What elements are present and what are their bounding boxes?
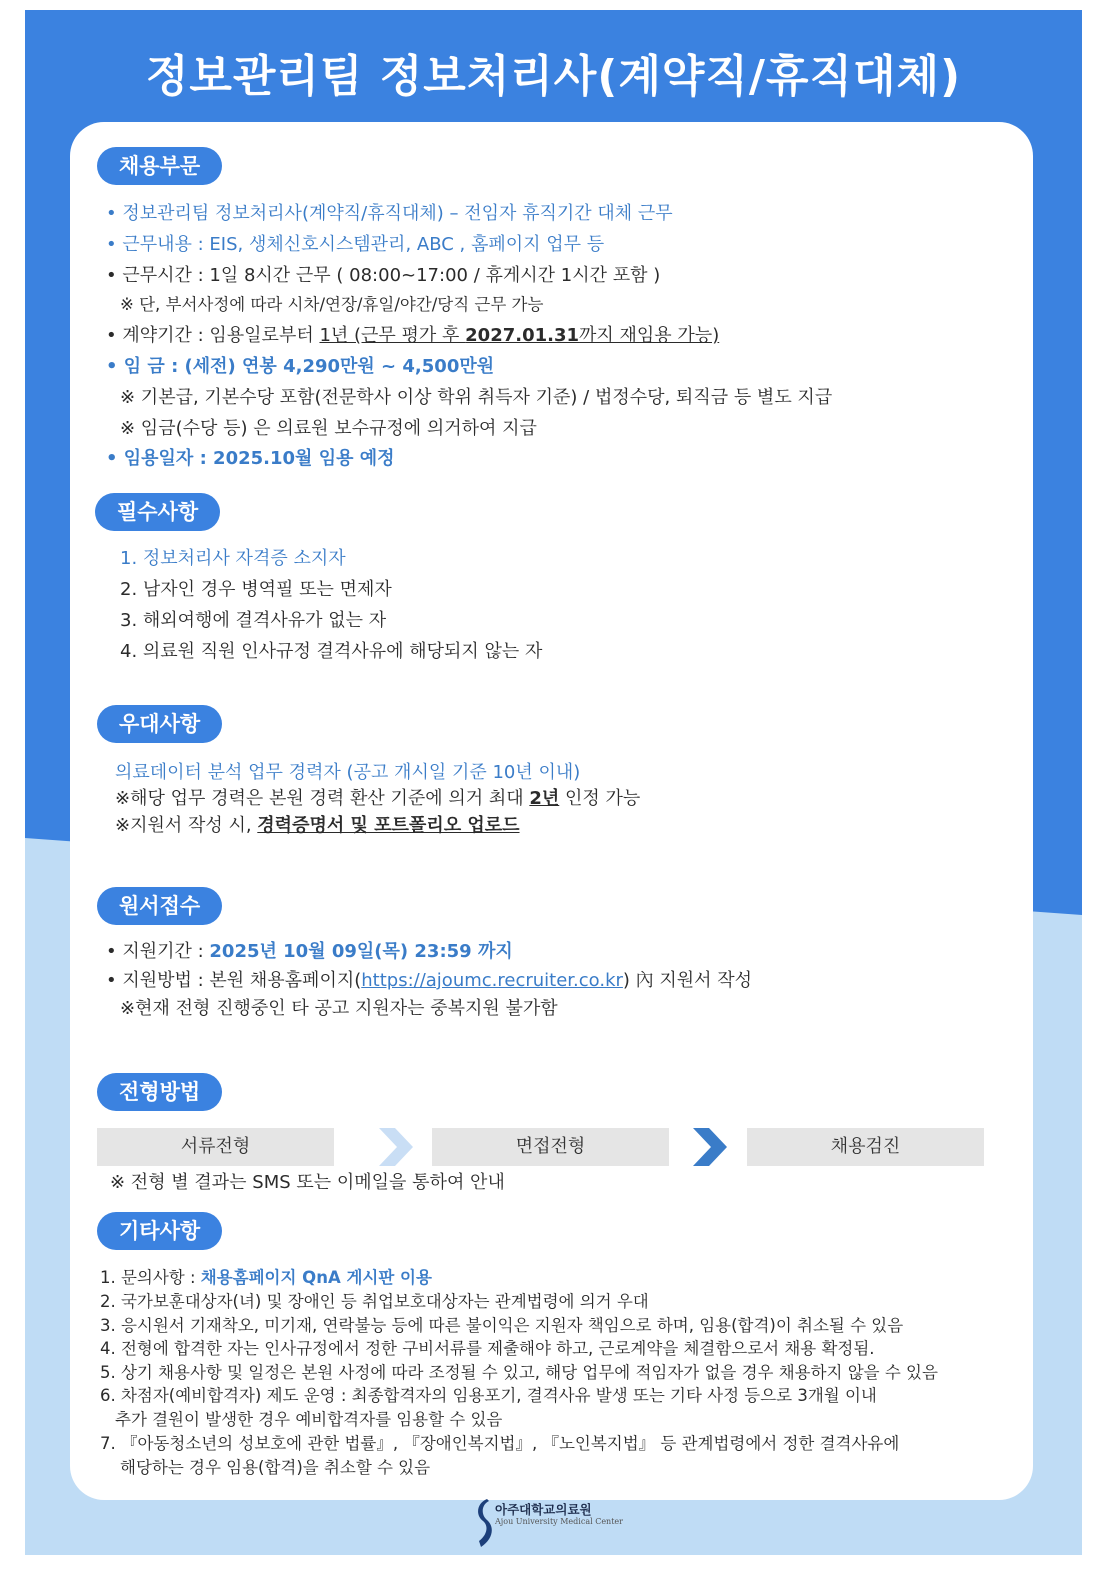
- recruit-salary: • 임 금 : (세전) 연봉 4,290만원 ~ 4,500만원: [106, 356, 495, 377]
- contract-term-c: 까지 재임용 가능): [579, 325, 720, 346]
- chevron-right-icon: [691, 1126, 729, 1168]
- apply-method-label: • 지원방법 : 본원 채용홈페이지(: [106, 970, 362, 991]
- etc-item-5: 5. 상기 채용사항 및 일정은 본원 사정에 따라 조정될 수 있고, 해당 업무에 적임자가 없을 경우 채용하지 않을 수 있음: [100, 1363, 938, 1382]
- preferred-note-2: [115, 811, 520, 837]
- recruit-salary-note2: ※ 임금(수당 등) 은 의료원 보수규정에 의거하여 지급: [120, 418, 537, 439]
- process-step-3: 채용검진: [747, 1128, 984, 1166]
- recruit-hours: • 근무시간 : 1일 8시간 근무 ( 08:00~17:00 / 휴게시간 1시간 포함 ): [106, 265, 661, 286]
- content-card: [70, 122, 1033, 1500]
- preferred-note-1: [115, 784, 640, 810]
- apply-method: [106, 966, 752, 992]
- recruit-contract: [106, 321, 719, 347]
- etc-item-4: 4. 전형에 합격한 자는 인사규정에서 정한 구비서류를 제출해야 하고, 근로계약을 체결함으로서 채용 확정됨.: [100, 1339, 875, 1358]
- contract-prefix: • 계약기간 : 임용일로부터: [106, 325, 320, 346]
- recruit-position: • 정보관리팀 정보처리사(계약직/휴직대체) – 전임자 휴직기간 대체 근무: [106, 203, 673, 224]
- recruit-salary-note1: ※ 기본급, 기본수당 포함(전문학사 이상 학위 취득자 기준) / 법정수당, 퇴직금 등 별도 지급: [120, 387, 833, 408]
- apply-deadline: 2025년 10월 09일(목) 23:59 까지: [209, 941, 513, 962]
- etc-item-7: 7. 『아동청소년의 성보호에 관한 법률』, 『장애인복지법』, 『노인복지법』 등 관계법령에서 정한 결격사유에: [100, 1434, 900, 1453]
- contract-term-a: 1년 (근무 평가 후: [319, 325, 466, 346]
- section-label-process: 전형방법: [97, 1073, 222, 1111]
- preferred-experience: 의료데이터 분석 업무 경력자 (공고 개시일 기준 10년 이내): [115, 762, 581, 783]
- process-step-1: 서류전형: [97, 1128, 334, 1166]
- apply-method-suffix: ) 內 지원서 작성: [622, 970, 753, 991]
- recruit-start-date: • 임용일자 : 2025.10월 임용 예정: [106, 448, 395, 469]
- logo-name-en: Ajou University Medical Center: [495, 1517, 623, 1526]
- apply-period-label: • 지원기간 :: [106, 941, 210, 962]
- section-label-recruit: 채용부문: [97, 147, 222, 185]
- logo-name-ko: 아주대학교의료원: [495, 1502, 592, 1517]
- section-label-required: 필수사항: [95, 493, 220, 531]
- required-item-2: 2. 남자인 경우 병역필 또는 면제자: [120, 579, 392, 600]
- apply-note: ※현재 전형 진행중인 타 공고 지원자는 중복지원 불가함: [120, 998, 558, 1019]
- etc-item-6: 6. 차점자(예비합격자) 제도 운영 : 최종합격자의 임용포기, 결격사유 발생 또는 기타 사정 등으로 3개월 이내: [100, 1386, 877, 1405]
- etc-item-1a: 1. 문의사항 :: [100, 1268, 201, 1287]
- preferred-note-1c: 인정 가능: [559, 788, 641, 809]
- recruit-hours-note: ※ 단, 부서사정에 따라 시차/연장/휴일/야간/당직 근무 가능: [120, 295, 544, 314]
- preferred-upload: 경력증명서 및 포트폴리오 업로드: [257, 815, 520, 836]
- required-item-3: 3. 해외여행에 결격사유가 없는 자: [120, 610, 387, 631]
- contract-date: 2027.01.31: [465, 325, 580, 346]
- section-label-etc: 기타사항: [97, 1212, 222, 1250]
- section-label-apply: 원서접수: [97, 887, 222, 925]
- process-note: ※ 전형 별 결과는 SMS 또는 이메일을 통하여 안내: [110, 1172, 505, 1193]
- section-label-preferred: 우대사항: [97, 705, 222, 743]
- preferred-years: 2년: [529, 788, 560, 809]
- etc-item-3: 3. 응시원서 기재착오, 미기재, 연락불능 등에 따른 불이익은 지원자 책임으로 하며, 임용(합격)이 취소될 수 있음: [100, 1316, 904, 1335]
- apply-period: [106, 937, 513, 963]
- etc-qna: 채용홈페이지 QnA 게시판 이용: [200, 1268, 432, 1287]
- chevron-right-icon: [377, 1126, 415, 1168]
- poster: [25, 10, 1082, 1555]
- etc-item-1: [100, 1264, 432, 1288]
- preferred-note-1a: ※해당 업무 경력은 본원 경력 환산 기준에 의거 최대: [115, 788, 530, 809]
- required-item-4: 4. 의료원 직원 인사규정 결격사유에 해당되지 않는 자: [120, 641, 543, 662]
- etc-item-6-cont: 추가 결원이 발생한 경우 예비합격자를 임용할 수 있음: [115, 1410, 503, 1429]
- page-title: 정보관리팀 정보처리사(계약직/휴직대체): [145, 51, 962, 102]
- recruit-site-link[interactable]: https://ajoumc.recruiter.co.kr: [361, 970, 623, 991]
- required-item-1: 1. 정보처리사 자격증 소지자: [120, 548, 346, 569]
- preferred-note-2a: ※지원서 작성 시,: [115, 815, 258, 836]
- process-step-2: 면접전형: [432, 1128, 669, 1166]
- etc-item-7-cont: 해당하는 경우 임용(합격)을 취소할 수 있음: [120, 1458, 431, 1477]
- logo-icon: [473, 1497, 495, 1549]
- etc-item-2: 2. 국가보훈대상자(녀) 및 장애인 등 취업보호대상자는 관계법령에 의거 우대: [100, 1292, 649, 1311]
- contract-term: [319, 325, 719, 346]
- recruit-duty: • 근무내용 : EIS, 생체신호시스템관리, ABC , 홈페이지 업무 등: [106, 234, 605, 255]
